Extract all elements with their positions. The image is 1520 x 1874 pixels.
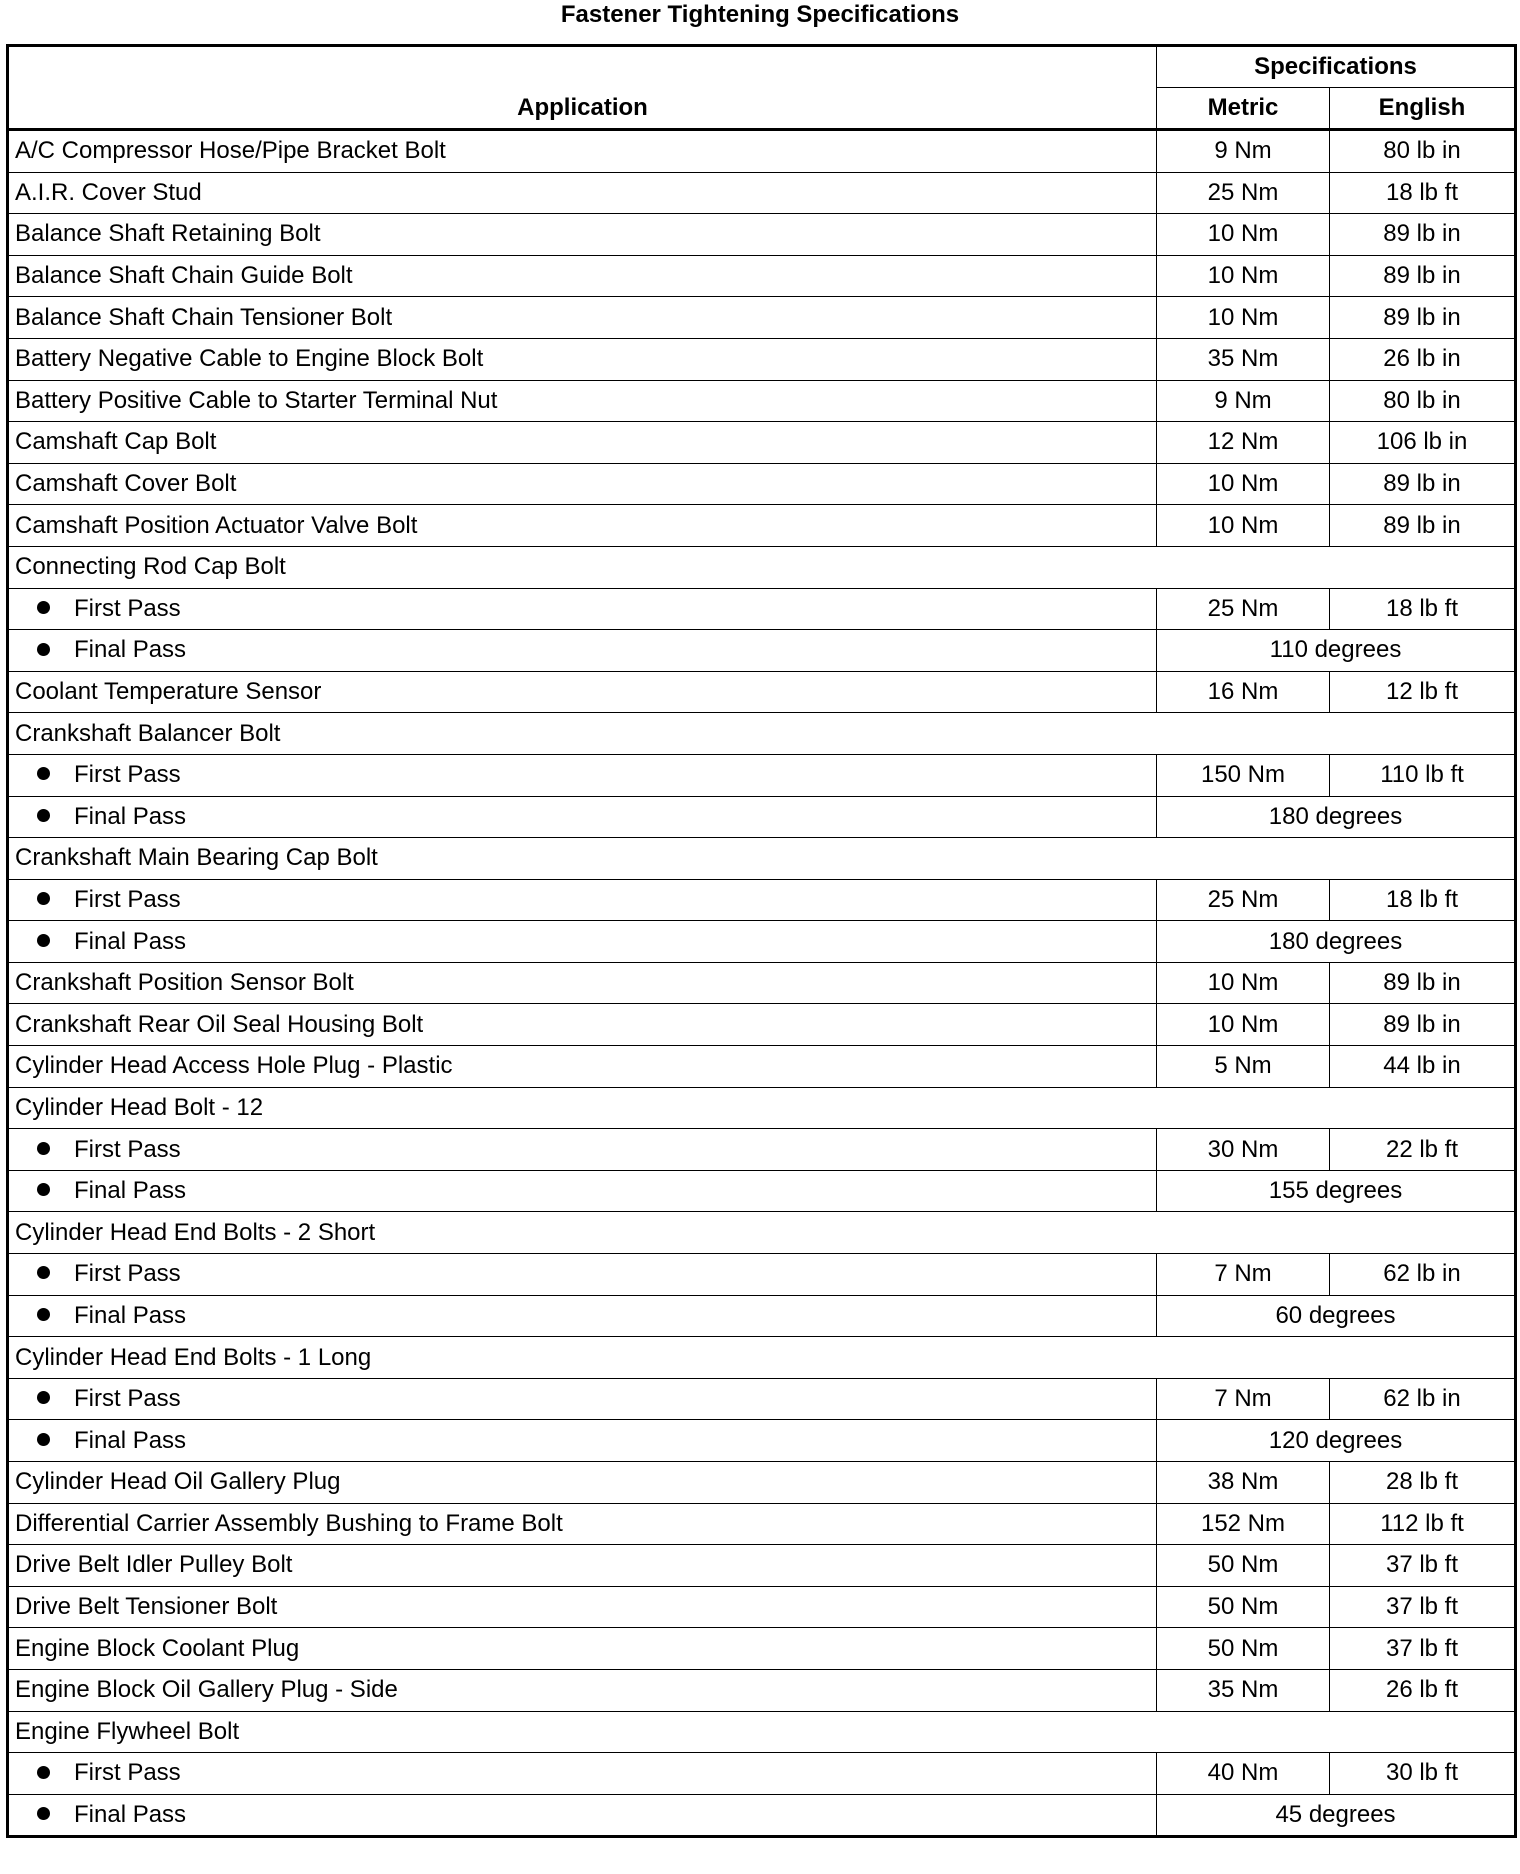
metric-cell: [1157, 1046, 1330, 1088]
table-row: [8, 1046, 1516, 1088]
metric-cell: [1157, 879, 1330, 921]
table-row: [8, 1420, 1516, 1462]
pass-label-cell-text: First Pass: [74, 594, 181, 622]
english-cell-text: 18 lb ft: [1385, 594, 1459, 622]
english-cell: [1330, 1669, 1516, 1711]
application-cell-text: Engine Block Oil Gallery Plug - Side: [15, 1676, 398, 1704]
table-row: [8, 1711, 1516, 1753]
header-specifications: Specifications: [1157, 46, 1516, 88]
english-cell-text: 12 lb ft: [1385, 678, 1459, 706]
metric-cell-text: 10 Nm: [1207, 511, 1279, 539]
table-row: [8, 422, 1516, 464]
english-cell-text: 110 lb ft: [1380, 761, 1464, 789]
group-heading-cell: [8, 546, 1516, 588]
table-row: [8, 671, 1516, 713]
table-row: [8, 1794, 1516, 1837]
table-row: [8, 1503, 1516, 1545]
metric-cell-text: 150 Nm: [1200, 761, 1286, 789]
group-heading-cell-text: Cylinder Head End Bolts - 2 Short: [15, 1218, 376, 1246]
english-cell-text: 62 lb in: [1383, 1260, 1461, 1288]
pass-label-cell: [8, 1295, 1157, 1337]
pass-label-cell-text: First Pass: [74, 885, 181, 913]
english-cell: [1330, 463, 1516, 505]
metric-cell: [1157, 1378, 1330, 1420]
english-cell: [1330, 754, 1516, 796]
english-cell: [1330, 1046, 1516, 1088]
application-cell-text: Drive Belt Idler Pulley Bolt: [15, 1551, 293, 1579]
pass-label-cell-text: First Pass: [74, 1385, 181, 1413]
bullet-icon: [37, 1391, 50, 1404]
group-heading-cell-text: Connecting Rod Cap Bolt: [15, 553, 286, 581]
metric-cell: [1157, 338, 1330, 380]
group-heading-cell: [8, 713, 1516, 755]
metric-cell: [1157, 1545, 1330, 1587]
table-row: [8, 546, 1516, 588]
table-row: [8, 1462, 1516, 1504]
metric-cell-text: 10 Nm: [1207, 969, 1279, 997]
english-cell-text: 26 lb in: [1383, 345, 1461, 373]
application-cell: [8, 297, 1157, 339]
pass-label-cell-text: First Pass: [74, 1135, 181, 1163]
application-cell: [8, 1628, 1157, 1670]
metric-cell: [1157, 130, 1330, 173]
bullet-icon: [37, 1807, 50, 1820]
header-english: English: [1330, 88, 1516, 130]
application-cell: [8, 1004, 1157, 1046]
metric-cell: [1157, 214, 1330, 256]
angle-cell: [1157, 921, 1516, 963]
metric-cell: [1157, 1129, 1330, 1171]
application-cell-text: Balance Shaft Chain Guide Bolt: [15, 262, 353, 290]
metric-cell-text: 50 Nm: [1207, 1593, 1279, 1621]
metric-cell: [1157, 754, 1330, 796]
application-cell-text: Crankshaft Position Sensor Bolt: [15, 969, 354, 997]
fastener-spec-table: [6, 44, 1517, 1838]
group-heading-cell-text: Engine Flywheel Bolt: [15, 1717, 240, 1745]
application-cell-text: Balance Shaft Retaining Bolt: [15, 220, 321, 248]
english-cell-text: 89 lb in: [1383, 969, 1461, 997]
english-cell: [1330, 214, 1516, 256]
metric-cell-text: 35 Nm: [1207, 345, 1279, 373]
table-row: [8, 796, 1516, 838]
table-row: [8, 463, 1516, 505]
english-cell: [1330, 1753, 1516, 1795]
metric-cell: [1157, 1503, 1330, 1545]
bullet-icon: [37, 1433, 50, 1446]
metric-cell: [1157, 380, 1330, 422]
application-cell: [8, 1503, 1157, 1545]
pass-label-cell-text: First Pass: [74, 1260, 181, 1288]
application-cell-text: Balance Shaft Chain Tensioner Bolt: [15, 303, 393, 331]
pass-label-cell-text: Final Pass: [74, 1801, 187, 1829]
pass-label-cell: [8, 1378, 1157, 1420]
metric-cell-text: 50 Nm: [1207, 1551, 1279, 1579]
pass-label-cell: [8, 1170, 1157, 1212]
angle-cell-text: 60 degrees: [1275, 1301, 1396, 1329]
table-row: [8, 1628, 1516, 1670]
metric-cell: [1157, 1586, 1330, 1628]
metric-cell: [1157, 962, 1330, 1004]
table-row: [8, 297, 1516, 339]
english-cell-text: 26 lb ft: [1385, 1676, 1459, 1704]
english-cell-text: 44 lb in: [1383, 1052, 1461, 1080]
english-cell-text: 89 lb in: [1383, 262, 1461, 290]
pass-label-cell: [8, 1794, 1157, 1837]
pass-label-cell: [8, 1753, 1157, 1795]
angle-cell-text: 180 degrees: [1268, 927, 1403, 955]
english-cell: [1330, 879, 1516, 921]
table-row: [8, 838, 1516, 880]
table-row: [8, 962, 1516, 1004]
table-row: [8, 713, 1516, 755]
metric-cell-text: 9 Nm: [1214, 137, 1272, 165]
angle-cell: [1157, 630, 1516, 672]
metric-cell-text: 10 Nm: [1207, 220, 1279, 248]
group-heading-cell-text: Cylinder Head Bolt - 12: [15, 1093, 264, 1121]
english-cell: [1330, 588, 1516, 630]
table-row: [8, 1753, 1516, 1795]
application-cell-text: Battery Negative Cable to Engine Block Bolt: [15, 345, 484, 373]
pass-label-cell: [8, 921, 1157, 963]
angle-cell: [1157, 1794, 1516, 1837]
table-row: [8, 1669, 1516, 1711]
table-row: [8, 1087, 1516, 1129]
metric-cell-text: 10 Nm: [1207, 1010, 1279, 1038]
metric-cell: [1157, 1669, 1330, 1711]
pass-label-cell: [8, 879, 1157, 921]
pass-label-cell: [8, 588, 1157, 630]
bullet-icon: [37, 934, 50, 947]
english-cell-text: 89 lb in: [1383, 303, 1461, 331]
application-cell: [8, 505, 1157, 547]
english-cell: [1330, 1462, 1516, 1504]
english-cell: [1330, 962, 1516, 1004]
metric-cell: [1157, 463, 1330, 505]
table-row: [8, 1545, 1516, 1587]
english-cell-text: 112 lb ft: [1380, 1509, 1464, 1537]
pass-label-cell-text: Final Pass: [74, 1426, 187, 1454]
angle-cell: [1157, 1295, 1516, 1337]
english-cell-text: 22 lb ft: [1385, 1135, 1459, 1163]
english-cell-text: 89 lb in: [1383, 220, 1461, 248]
application-cell: [8, 1462, 1157, 1504]
bullet-icon: [37, 809, 50, 822]
english-cell-text: 28 lb ft: [1385, 1468, 1459, 1496]
table-row: [8, 255, 1516, 297]
metric-cell-text: 25 Nm: [1207, 594, 1279, 622]
group-heading-cell: [8, 1212, 1516, 1254]
document-title: Fastener Tightening Specifications: [560, 1, 960, 28]
english-cell-text: 37 lb ft: [1385, 1634, 1459, 1662]
english-cell: [1330, 172, 1516, 214]
application-cell-text: Coolant Temperature Sensor: [15, 678, 322, 706]
application-cell-text: Differential Carrier Assembly Bushing to Frame Bolt: [15, 1509, 563, 1537]
application-cell: [8, 1669, 1157, 1711]
english-cell: [1330, 297, 1516, 339]
table-row: [8, 214, 1516, 256]
english-cell-text: 106 lb in: [1376, 428, 1468, 456]
pass-label-cell-text: Final Pass: [74, 927, 187, 955]
metric-cell: [1157, 671, 1330, 713]
application-cell-text: Cylinder Head Access Hole Plug - Plastic: [15, 1052, 453, 1080]
english-cell-text: 18 lb ft: [1385, 885, 1459, 913]
metric-cell-text: 16 Nm: [1207, 678, 1279, 706]
english-cell: [1330, 255, 1516, 297]
angle-cell: [1157, 1170, 1516, 1212]
pass-label-cell-text: Final Pass: [74, 802, 187, 830]
group-heading-cell: [8, 838, 1516, 880]
angle-cell-text: 180 degrees: [1268, 802, 1403, 830]
english-cell: [1330, 1503, 1516, 1545]
table-row: [8, 630, 1516, 672]
application-cell-text: A/C Compressor Hose/Pipe Bracket Bolt: [15, 137, 446, 165]
table-row: [8, 1378, 1516, 1420]
bullet-icon: [37, 1183, 50, 1196]
pass-label-cell-text: First Pass: [74, 1759, 181, 1787]
application-cell: [8, 1586, 1157, 1628]
application-cell-text: Engine Block Coolant Plug: [15, 1634, 300, 1662]
group-heading-cell-text: Cylinder Head End Bolts - 1 Long: [15, 1343, 372, 1371]
bullet-icon: [37, 601, 50, 614]
application-cell: [8, 255, 1157, 297]
table-row: [8, 921, 1516, 963]
application-cell-text: Battery Positive Cable to Starter Terminal Nut: [15, 386, 498, 414]
metric-cell: [1157, 588, 1330, 630]
application-cell-text: Camshaft Position Actuator Valve Bolt: [15, 511, 418, 539]
metric-cell: [1157, 505, 1330, 547]
english-cell-text: 80 lb in: [1383, 137, 1461, 165]
table-row: [8, 588, 1516, 630]
metric-cell: [1157, 297, 1330, 339]
application-cell: [8, 130, 1157, 173]
pass-label-cell: [8, 796, 1157, 838]
pass-label-cell: [8, 630, 1157, 672]
metric-cell: [1157, 1254, 1330, 1296]
table-header: [8, 46, 1516, 130]
english-cell-text: 89 lb in: [1383, 1010, 1461, 1038]
bullet-icon: [37, 643, 50, 656]
group-heading-cell-text: Crankshaft Balancer Bolt: [15, 719, 281, 747]
english-cell: [1330, 1628, 1516, 1670]
english-cell-text: 89 lb in: [1383, 470, 1461, 498]
metric-cell-text: 12 Nm: [1207, 428, 1279, 456]
angle-cell-text: 110 degrees: [1269, 636, 1402, 664]
metric-cell: [1157, 1753, 1330, 1795]
english-cell: [1330, 1545, 1516, 1587]
metric-cell-text: 7 Nm: [1214, 1385, 1272, 1413]
table-row: [8, 380, 1516, 422]
bullet-icon: [37, 1266, 50, 1279]
angle-cell: [1157, 796, 1516, 838]
group-heading-cell-text: Crankshaft Main Bearing Cap Bolt: [15, 844, 378, 872]
table-body: [8, 130, 1516, 1837]
application-cell: [8, 1545, 1157, 1587]
pass-label-cell-text: First Pass: [74, 761, 181, 789]
english-cell-text: 89 lb in: [1383, 511, 1461, 539]
metric-cell-text: 38 Nm: [1207, 1468, 1279, 1496]
metric-cell: [1157, 1462, 1330, 1504]
pass-label-cell-text: Final Pass: [74, 636, 187, 664]
english-cell: [1330, 1129, 1516, 1171]
application-cell: [8, 380, 1157, 422]
pass-label-cell: [8, 1254, 1157, 1296]
application-cell: [8, 214, 1157, 256]
metric-cell: [1157, 172, 1330, 214]
metric-cell: [1157, 255, 1330, 297]
application-cell: [8, 671, 1157, 713]
angle-cell: [1157, 1420, 1516, 1462]
metric-cell-text: 5 Nm: [1214, 1052, 1272, 1080]
metric-cell-text: 9 Nm: [1214, 386, 1272, 414]
metric-cell: [1157, 422, 1330, 464]
table-row: [8, 1129, 1516, 1171]
pass-label-cell: [8, 1129, 1157, 1171]
english-cell-text: 37 lb ft: [1385, 1551, 1459, 1579]
english-cell: [1330, 671, 1516, 713]
application-cell-text: Crankshaft Rear Oil Seal Housing Bolt: [15, 1010, 424, 1038]
english-cell: [1330, 1378, 1516, 1420]
group-heading-cell: [8, 1087, 1516, 1129]
application-cell: [8, 463, 1157, 505]
english-cell: [1330, 505, 1516, 547]
english-cell-text: 80 lb in: [1383, 386, 1461, 414]
bullet-icon: [37, 892, 50, 905]
application-cell-text: Cylinder Head Oil Gallery Plug: [15, 1468, 341, 1496]
application-cell: [8, 1046, 1157, 1088]
group-heading-cell: [8, 1711, 1516, 1753]
application-cell: [8, 338, 1157, 380]
table-row: [8, 130, 1516, 173]
english-cell: [1330, 422, 1516, 464]
english-cell: [1330, 338, 1516, 380]
application-cell-text: A.I.R. Cover Stud: [15, 178, 202, 206]
header-application: Application: [8, 46, 1157, 130]
english-cell-text: 30 lb ft: [1385, 1759, 1459, 1787]
metric-cell-text: 10 Nm: [1207, 470, 1279, 498]
pass-label-cell: [8, 1420, 1157, 1462]
pass-label-cell-text: Final Pass: [74, 1177, 187, 1205]
metric-cell-text: 30 Nm: [1207, 1135, 1279, 1163]
table-row: [8, 505, 1516, 547]
english-cell: [1330, 380, 1516, 422]
metric-cell: [1157, 1004, 1330, 1046]
metric-cell-text: 50 Nm: [1207, 1634, 1279, 1662]
english-cell-text: 37 lb ft: [1385, 1593, 1459, 1621]
header-metric: Metric: [1157, 88, 1330, 130]
bullet-icon: [37, 1142, 50, 1155]
english-cell-text: 62 lb in: [1383, 1385, 1461, 1413]
metric-cell-text: 152 Nm: [1200, 1509, 1286, 1537]
angle-cell-text: 155 degrees: [1268, 1177, 1403, 1205]
table-row: [8, 1004, 1516, 1046]
table-row: [8, 879, 1516, 921]
table-row: [8, 1170, 1516, 1212]
english-cell: [1330, 130, 1516, 173]
metric-cell-text: 25 Nm: [1207, 885, 1279, 913]
table-row: [8, 1586, 1516, 1628]
pass-label-cell-text: Final Pass: [74, 1301, 187, 1329]
table-row: [8, 172, 1516, 214]
metric-cell-text: 7 Nm: [1214, 1260, 1272, 1288]
metric-cell-text: 35 Nm: [1207, 1676, 1279, 1704]
table-row: [8, 1295, 1516, 1337]
metric-cell: [1157, 1628, 1330, 1670]
application-cell-text: Camshaft Cap Bolt: [15, 428, 217, 456]
metric-cell-text: 25 Nm: [1207, 178, 1279, 206]
table-row: [8, 338, 1516, 380]
english-cell: [1330, 1004, 1516, 1046]
table-row: [8, 1212, 1516, 1254]
application-cell-text: Camshaft Cover Bolt: [15, 470, 237, 498]
angle-cell-text: 45 degrees: [1275, 1801, 1396, 1829]
bullet-icon: [37, 1308, 50, 1321]
group-heading-cell: [8, 1337, 1516, 1379]
application-cell: [8, 962, 1157, 1004]
application-cell-text: Drive Belt Tensioner Bolt: [15, 1593, 278, 1621]
metric-cell-text: 40 Nm: [1207, 1759, 1279, 1787]
bullet-icon: [37, 1766, 50, 1779]
table-row: [8, 1254, 1516, 1296]
application-cell: [8, 422, 1157, 464]
application-cell: [8, 172, 1157, 214]
angle-cell-text: 120 degrees: [1268, 1426, 1403, 1454]
metric-cell-text: 10 Nm: [1207, 303, 1279, 331]
metric-cell-text: 10 Nm: [1207, 262, 1279, 290]
bullet-icon: [37, 767, 50, 780]
table-row: [8, 1337, 1516, 1379]
pass-label-cell: [8, 754, 1157, 796]
english-cell: [1330, 1254, 1516, 1296]
english-cell: [1330, 1586, 1516, 1628]
english-cell-text: 18 lb ft: [1385, 178, 1459, 206]
table-row: [8, 754, 1516, 796]
